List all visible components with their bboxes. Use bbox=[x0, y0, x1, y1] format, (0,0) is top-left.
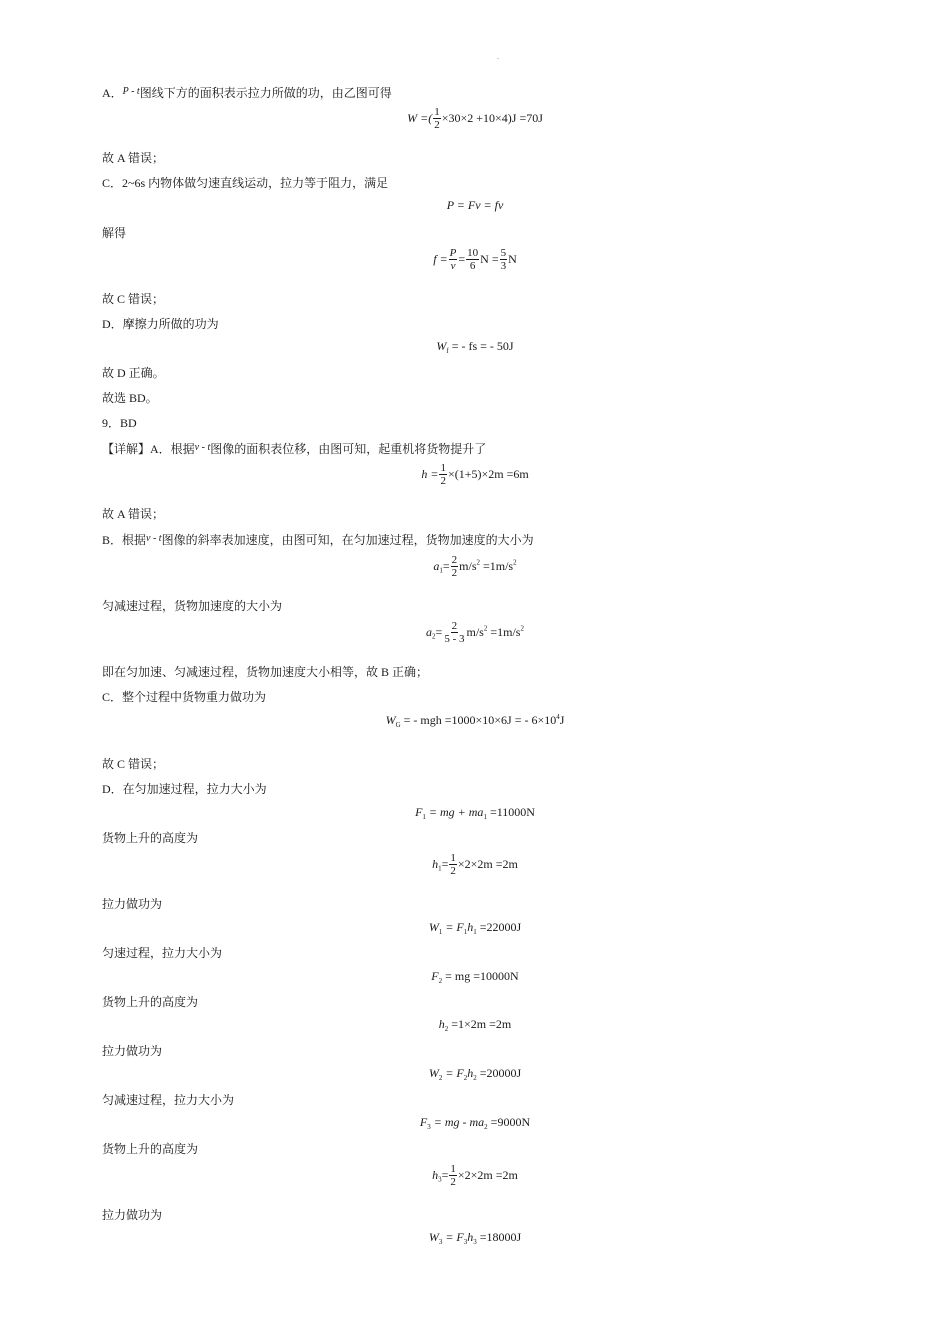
equation-work-1: $W_1 = F_1h_1 =22000J$ bbox=[428, 920, 522, 936]
text-line: D．摩擦力所做的功为 bbox=[102, 317, 219, 331]
text-line: 拉力做功为 bbox=[102, 1044, 163, 1058]
text-line: 解得 bbox=[102, 226, 127, 240]
equation-force-2: $F_2$ = mg =10000N bbox=[431, 969, 519, 985]
text-line: B．根据$^{v - t}$图像的斜率表加速度，由图可知，在匀加速过程，货物加速度的大小为 bbox=[102, 533, 534, 547]
p-t-symbol: P - t bbox=[122, 86, 140, 97]
text-line: A．$^{P - t}$图线下方的面积表示拉力所做的功，由乙图可得 bbox=[102, 86, 392, 100]
text-line: 货物上升的高度为 bbox=[102, 831, 199, 845]
equation-friction: f = $\frac{P}{v}$ = $\frac{10}{6}$ N = $\frac{5}{3}$ N bbox=[433, 247, 517, 272]
text-line: C．2~6s 内物体做匀速直线运动，拉力等于阻力，满足 bbox=[102, 176, 389, 190]
text-line: 货物上升的高度为 bbox=[102, 1142, 199, 1156]
equation-gravity-work: $W_G$ = - mgh =1000×10×6J = - $6\times 10^4J$ bbox=[385, 713, 565, 729]
text-line: 匀减速过程，拉力大小为 bbox=[102, 1093, 235, 1107]
text-line: 匀减速过程，货物加速度的大小为 bbox=[102, 599, 283, 613]
text-line: D．在匀加速过程，拉力大小为 bbox=[102, 782, 267, 796]
equation-force-1: $F_1$ = mg + $ma_1 =11000N$ bbox=[415, 805, 535, 821]
equation-accel-1: $a_1=$ $\frac{2}{2}$ $m/s^2 =1m/s^2$ bbox=[433, 554, 517, 579]
text-line: 故 C 错误； bbox=[102, 292, 165, 306]
answer-number: 9．BD bbox=[102, 416, 137, 430]
equation-force-3: $F_3$ = mg - $ma_2 =9000N$ bbox=[419, 1115, 531, 1131]
text-line: 匀速过程，拉力大小为 bbox=[102, 946, 223, 960]
equation-work-2: $W_2 = F_2h_2 =20000J$ bbox=[428, 1066, 522, 1082]
header-mark: . bbox=[497, 52, 499, 61]
equation-height-1: $h_1=$ $\frac{1}{2}$ ×2×2m =2m bbox=[432, 852, 518, 877]
equation-accel-2: $a_2=$ $\frac{2}{5 - 3}$ $m/s^2 =1m/s^2$ bbox=[426, 620, 524, 645]
equation-work-3: $W_3 = F_3h_3 =18000J$ bbox=[428, 1230, 522, 1246]
equation-height-3: $h_3=$ $\frac{1}{2}$ ×2×2m =2m bbox=[432, 1163, 518, 1188]
text-line: 故 A 错误； bbox=[102, 507, 165, 521]
text-line: C．整个过程中货物重力做功为 bbox=[102, 690, 267, 704]
text-line: 故 C 错误； bbox=[102, 757, 165, 771]
text-line: 货物上升的高度为 bbox=[102, 995, 199, 1009]
text-line: 故 D 正确。 bbox=[102, 366, 165, 380]
v-t-symbol: v - t bbox=[146, 533, 162, 544]
text-line: 【详解】A．根据$^{v - t}$图像的面积表位移，由图可知，起重机将货物提升了 bbox=[102, 442, 487, 456]
v-t-symbol: v - t bbox=[194, 442, 211, 453]
text-line: 故 A 错误； bbox=[102, 151, 165, 165]
text-line: 拉力做功为 bbox=[102, 1208, 163, 1222]
equation-height-2: $h_2 =1\times 2m =2m$ bbox=[438, 1017, 512, 1033]
equation-friction-work: $W_f$ = - fs = - 50J bbox=[436, 339, 514, 355]
equation-height: h = $\frac{1}{2}$ ×(1+5)×2m =6m bbox=[421, 462, 529, 487]
equation-work-total: W =( $\frac{1}{2}$ ×30×2 +10×4)J =70J bbox=[407, 106, 543, 131]
equation-power: P = Fv = fv bbox=[446, 198, 504, 212]
text-line: 故选 BD。 bbox=[102, 391, 158, 405]
text-line: 拉力做功为 bbox=[102, 897, 163, 911]
text-line: 即在匀加速、匀减速过程，货物加速度大小相等，故 B 正确； bbox=[102, 665, 429, 679]
